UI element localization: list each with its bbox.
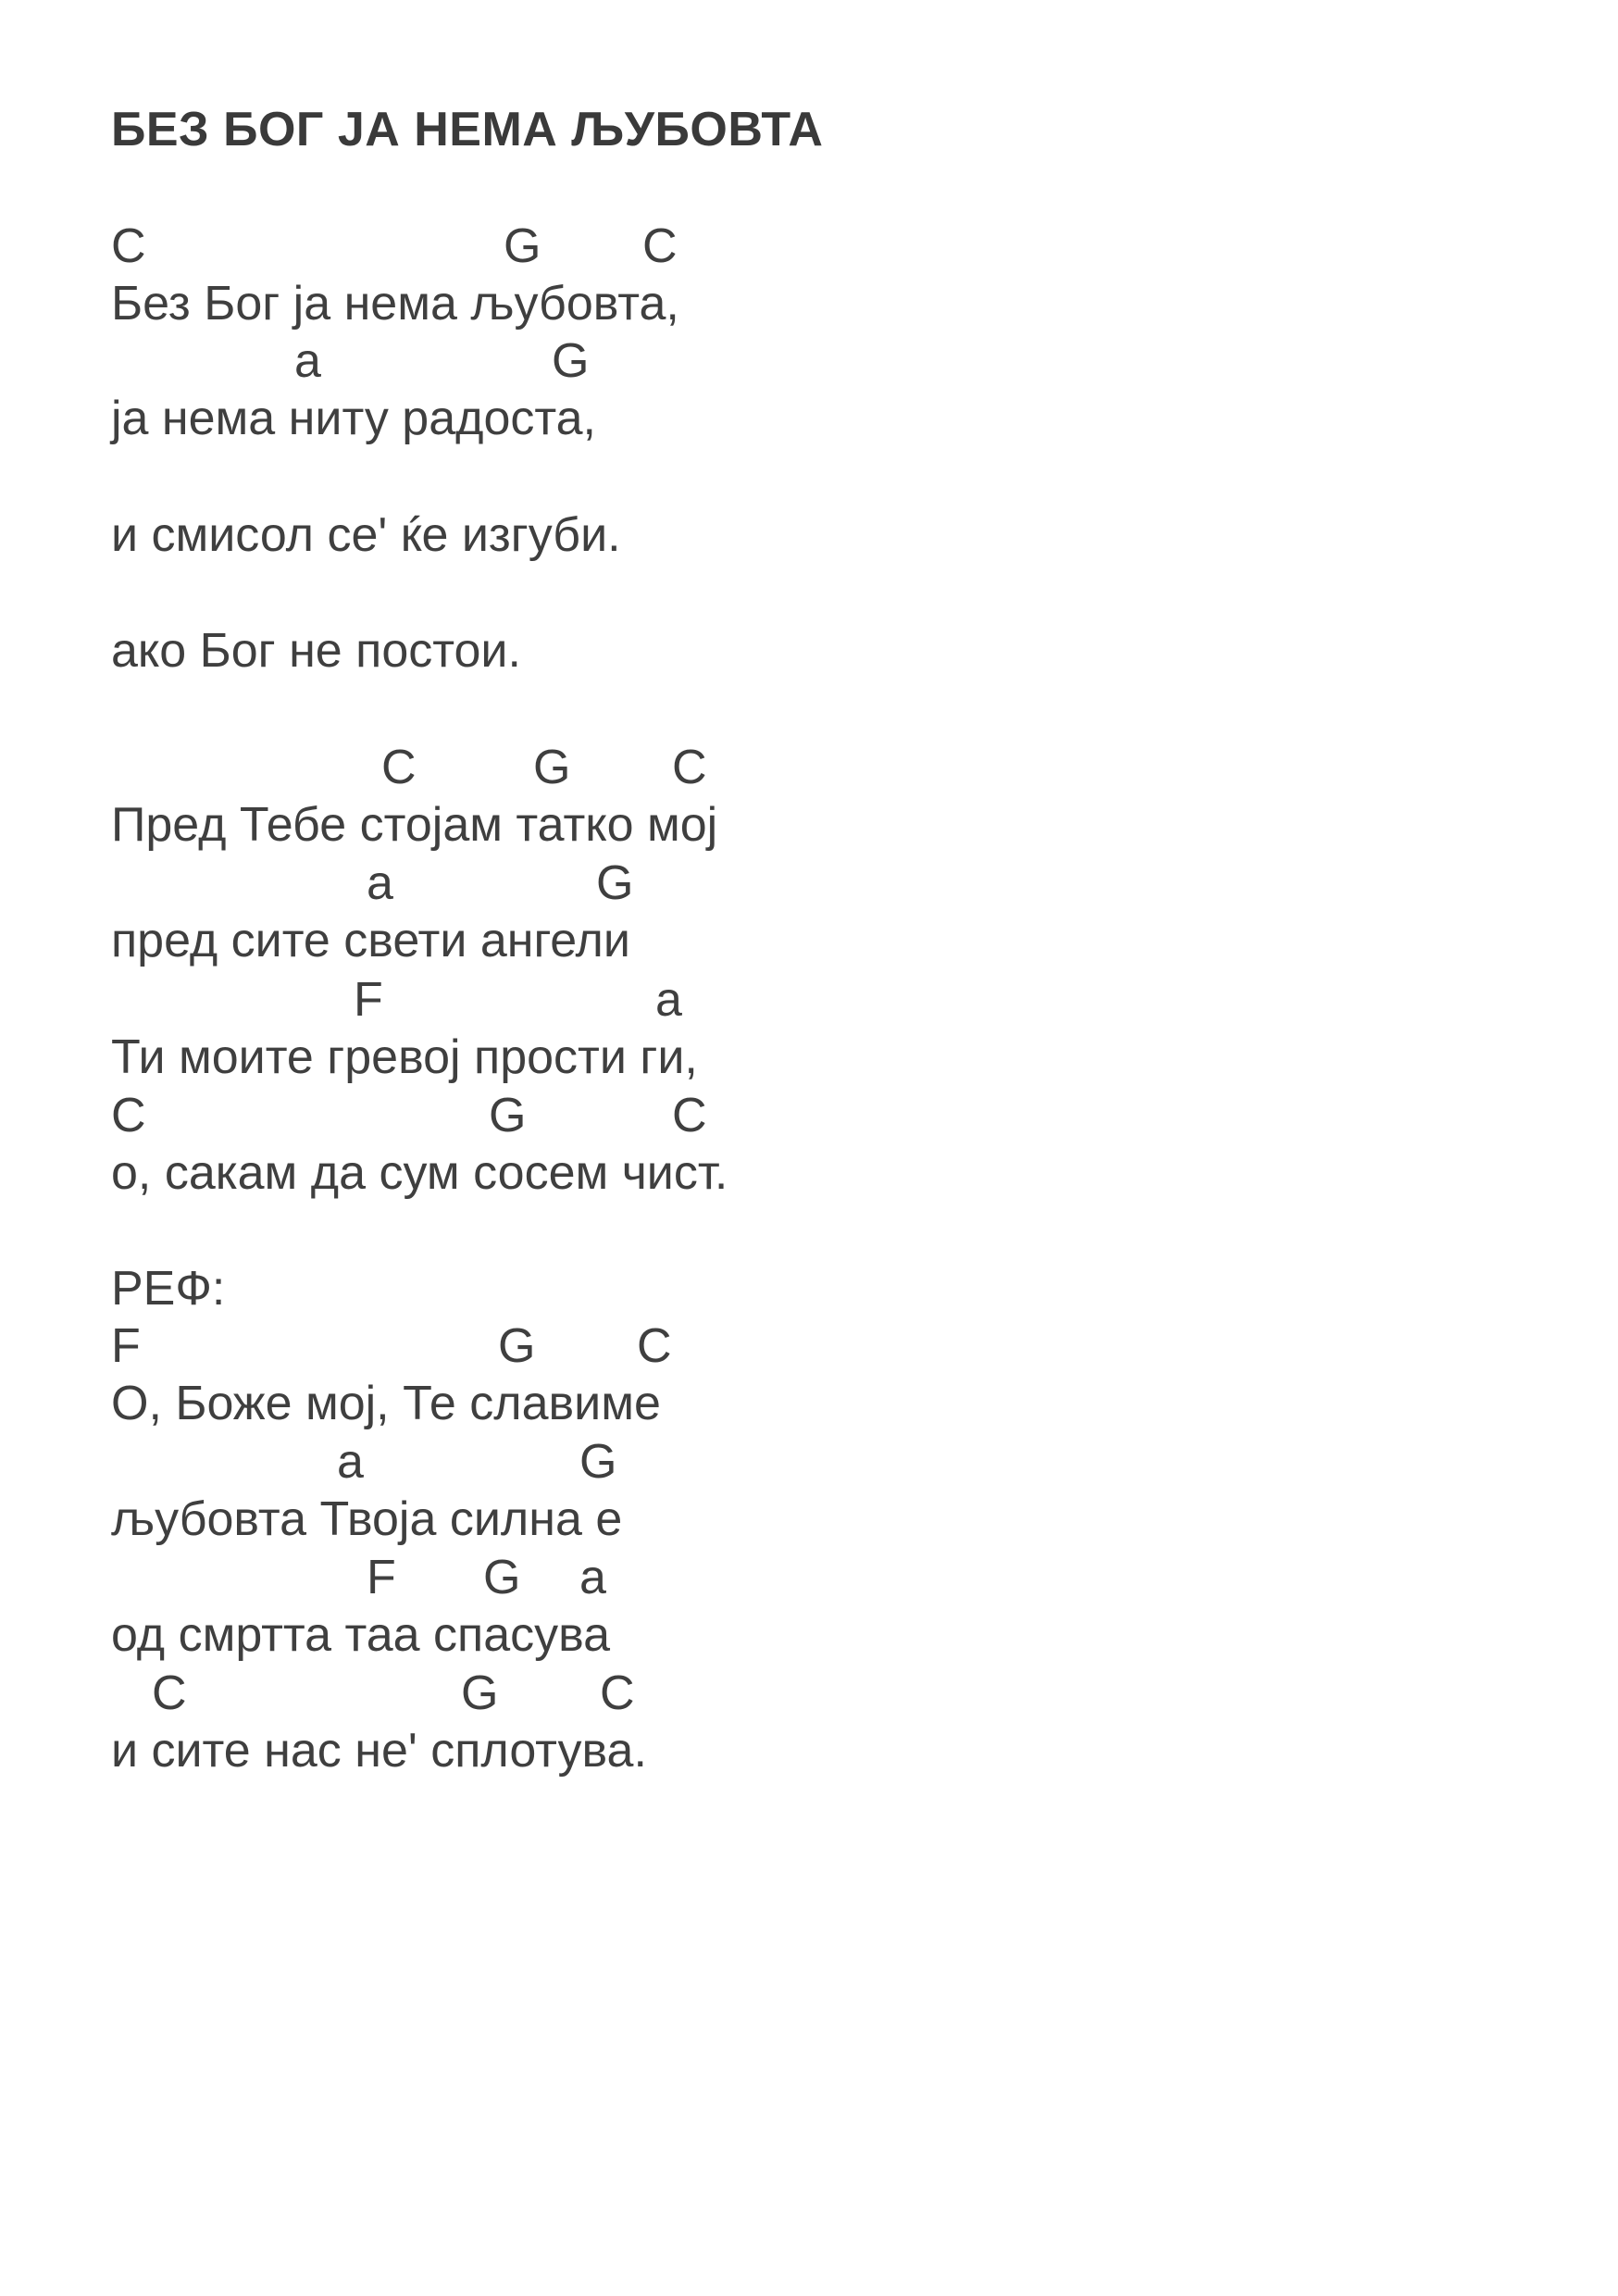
- chord: C: [381, 741, 417, 794]
- chord: F: [111, 1319, 141, 1373]
- lyric-line: и смисол се' ќе изгуби.: [111, 508, 621, 562]
- lyric-line: пред сите свети ангели: [111, 914, 630, 967]
- chord: C: [672, 741, 707, 794]
- lyric-line: ја нема ниту радоста,: [111, 392, 596, 445]
- chord: C: [642, 219, 678, 273]
- chord: G: [552, 334, 590, 388]
- chord: C: [152, 1666, 187, 1720]
- chord: G: [596, 856, 634, 910]
- chord: a: [294, 334, 321, 388]
- lyric-line: Ти моите гревој прости ги,: [111, 1030, 698, 1084]
- lyric-line: од смртта таа спасува: [111, 1608, 611, 1662]
- chord: G: [533, 741, 571, 794]
- lyric-line: и сите нас не' сплотува.: [111, 1724, 647, 1778]
- chord: G: [461, 1666, 499, 1720]
- chord: F: [367, 1551, 396, 1604]
- song-title: БЕЗ БОГ ЈА НЕМА ЉУБОВТА: [111, 103, 824, 156]
- lyric-line: Без Бог ја нема љубовта,: [111, 277, 679, 331]
- lyric-line: Пред Тебе стојам татко мој: [111, 798, 718, 852]
- chord: a: [337, 1435, 364, 1489]
- chord: G: [579, 1435, 617, 1489]
- chord: C: [111, 1089, 146, 1142]
- chord: C: [600, 1666, 635, 1720]
- chord: F: [354, 973, 383, 1027]
- chord: C: [111, 219, 146, 273]
- refrain-label: РЕФ:: [111, 1262, 226, 1316]
- lyric-line: о, сакам да сум сосем чист.: [111, 1146, 728, 1200]
- chord: a: [367, 856, 393, 910]
- lyric-line: љубовта Твоја силна е: [111, 1492, 623, 1546]
- chord: a: [579, 1551, 606, 1604]
- chord: C: [672, 1089, 707, 1142]
- chord: G: [504, 219, 541, 273]
- chord: G: [498, 1319, 536, 1373]
- chord: G: [489, 1089, 527, 1142]
- chord: a: [655, 973, 682, 1027]
- lyric-line: ако Бог не постои.: [111, 624, 521, 678]
- lyric-line: О, Боже мој, Те славиме: [111, 1377, 661, 1430]
- chord: C: [637, 1319, 672, 1373]
- chord: G: [483, 1551, 521, 1604]
